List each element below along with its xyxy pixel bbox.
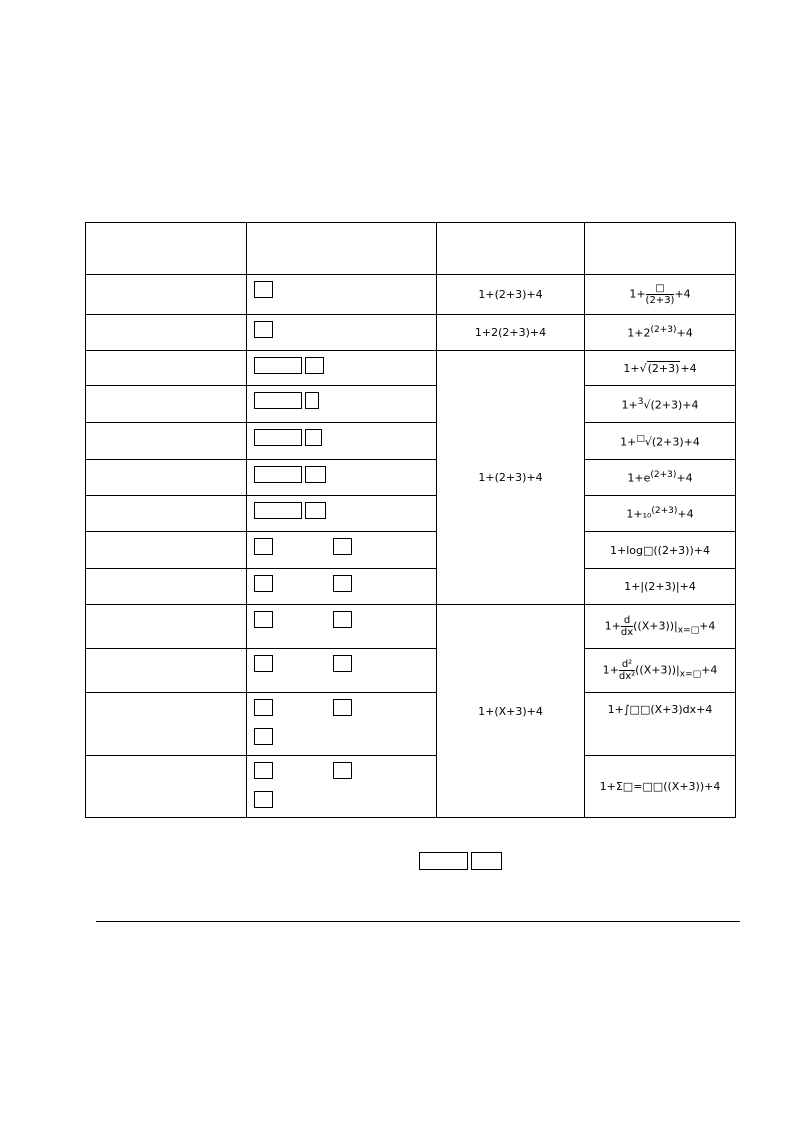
key-box — [305, 392, 319, 409]
template-name-cell — [86, 649, 247, 693]
key-sequence-cell — [247, 605, 437, 649]
key-sequence-cell — [247, 569, 437, 605]
expr-subscript: x=□ — [679, 669, 702, 680]
key-sequence-cell — [247, 532, 437, 569]
key-box — [471, 852, 502, 870]
after-expression — [585, 315, 736, 351]
key-box — [254, 611, 273, 628]
fraction-numerator: d — [621, 615, 633, 627]
table-row — [86, 275, 736, 315]
key-box — [419, 852, 468, 870]
key-sequence-cell — [247, 423, 437, 460]
template-name-cell — [86, 569, 247, 605]
expr-text: 1+2 — [627, 326, 651, 340]
expr-text: 1+e — [627, 471, 651, 485]
header-cell — [86, 223, 247, 275]
template-name-cell — [86, 315, 247, 351]
after-expression: 1+log□((2+3))+4 — [585, 532, 736, 569]
fraction-numerator: □ — [646, 283, 675, 295]
before-expression: 1+2(2+3)+4 — [437, 315, 585, 351]
expr-text: 1+ — [629, 287, 646, 301]
template-name-cell — [86, 460, 247, 496]
expr-text: 1+ — [604, 619, 621, 633]
expr-radicand: √(2+3) — [644, 435, 684, 449]
expr-text: +4 — [674, 287, 691, 301]
table-row — [86, 386, 736, 423]
table-header-row — [86, 223, 736, 275]
after-expression — [585, 386, 736, 423]
horizontal-rule — [96, 921, 740, 922]
table-row — [86, 569, 736, 605]
table-row — [86, 423, 736, 460]
expr-text: +4 — [683, 435, 700, 449]
key-box — [333, 575, 352, 592]
key-box — [254, 575, 273, 592]
expr-root-index: 3 — [637, 396, 644, 407]
expr-text: +4 — [701, 663, 718, 677]
key-box — [305, 502, 326, 519]
table-row — [86, 649, 736, 693]
expr-text: +4 — [680, 361, 697, 375]
table-row — [86, 460, 736, 496]
expr-exponent: (2+3) — [650, 325, 677, 336]
key-box — [254, 281, 273, 298]
before-expression: 1+(2+3)+4 — [437, 351, 585, 605]
key-sequence-cell — [247, 460, 437, 496]
key-box — [254, 791, 273, 808]
table-row — [86, 496, 736, 532]
after-expression — [585, 460, 736, 496]
after-expression — [585, 351, 736, 386]
table-row — [86, 756, 736, 818]
template-name-cell — [86, 496, 247, 532]
key-sequence-cell — [247, 386, 437, 423]
key-box — [254, 466, 302, 483]
header-cell — [247, 223, 437, 275]
key-box — [254, 321, 273, 338]
template-name-cell — [86, 693, 247, 756]
fraction-denominator: dx — [620, 627, 634, 638]
key-box — [333, 655, 352, 672]
after-expression — [585, 496, 736, 532]
header-cell — [437, 223, 585, 275]
key-box — [254, 655, 273, 672]
key-box — [254, 429, 302, 446]
key-box — [333, 699, 352, 716]
after-expression: 1+Σ□=□□((X+3))+4 — [585, 756, 736, 818]
expr-exponent: (2+3) — [651, 506, 678, 517]
key-box — [254, 392, 302, 409]
key-sequence-cell — [247, 649, 437, 693]
expr-subscript: x=□ — [677, 625, 700, 636]
after-expression: 1+|(2+3)|+4 — [585, 569, 736, 605]
key-sequence-cell — [247, 496, 437, 532]
after-expression — [585, 423, 736, 460]
expr-text: 1+ — [602, 663, 619, 677]
expr-text: ((X+3))| — [633, 619, 678, 633]
key-box — [254, 699, 273, 716]
expr-exponent: (2+3) — [650, 470, 677, 481]
expr-radicand: (2+3) — [647, 361, 680, 375]
fraction — [646, 283, 675, 306]
fraction-numerator: d² — [619, 659, 635, 671]
key-box — [254, 357, 302, 374]
expr-text: +4 — [682, 398, 699, 412]
key-sequence-cell — [247, 275, 437, 315]
template-name-cell — [86, 386, 247, 423]
key-sequence-cell — [247, 351, 437, 386]
fraction — [621, 615, 633, 638]
expr-text: 1+ — [620, 435, 637, 449]
table-row — [86, 315, 736, 351]
before-expression: 1+(2+3)+4 — [437, 275, 585, 315]
table-row — [86, 532, 736, 569]
expr-text: +4 — [677, 507, 694, 521]
key-box — [254, 762, 273, 779]
template-name-cell — [86, 351, 247, 386]
key-box — [254, 728, 273, 745]
table-row — [86, 693, 736, 756]
expr-text: 1+₁₀ — [626, 507, 652, 521]
fraction — [619, 659, 635, 682]
key-box — [333, 538, 352, 555]
table-row — [86, 351, 736, 386]
fraction-denominator: (2+3) — [645, 295, 675, 306]
key-box — [305, 429, 322, 446]
expr-text: +4 — [699, 619, 716, 633]
template-name-cell — [86, 605, 247, 649]
key-box — [333, 611, 352, 628]
expr-root-index: □ — [636, 433, 645, 444]
key-box — [254, 538, 273, 555]
expr-radicand: √(2+3) — [643, 398, 683, 412]
before-expression: 1+(X+3)+4 — [437, 605, 585, 818]
after-expression: 1+∫□□(X+3)dx+4 — [585, 693, 736, 756]
expr-text: +4 — [676, 326, 693, 340]
template-name-cell — [86, 423, 247, 460]
table-row — [86, 605, 736, 649]
after-expression — [585, 275, 736, 315]
fraction-denominator: dx² — [618, 671, 636, 682]
template-name-cell — [86, 275, 247, 315]
after-expression — [585, 649, 736, 693]
template-name-cell — [86, 756, 247, 818]
key-sequence — [419, 852, 505, 871]
key-box — [305, 357, 324, 374]
after-expression — [585, 605, 736, 649]
template-name-cell — [86, 532, 247, 569]
key-sequence-cell — [247, 315, 437, 351]
expr-text: 1+ — [621, 398, 638, 412]
key-box — [333, 762, 352, 779]
header-cell — [585, 223, 736, 275]
key-box — [305, 466, 326, 483]
key-sequence-cell — [247, 756, 437, 818]
key-box — [254, 502, 302, 519]
expr-text: +4 — [676, 471, 693, 485]
template-table — [85, 222, 736, 818]
key-sequence-cell — [247, 693, 437, 756]
expr-text: 1+√ — [623, 361, 647, 375]
expr-text: ((X+3))| — [635, 663, 680, 677]
